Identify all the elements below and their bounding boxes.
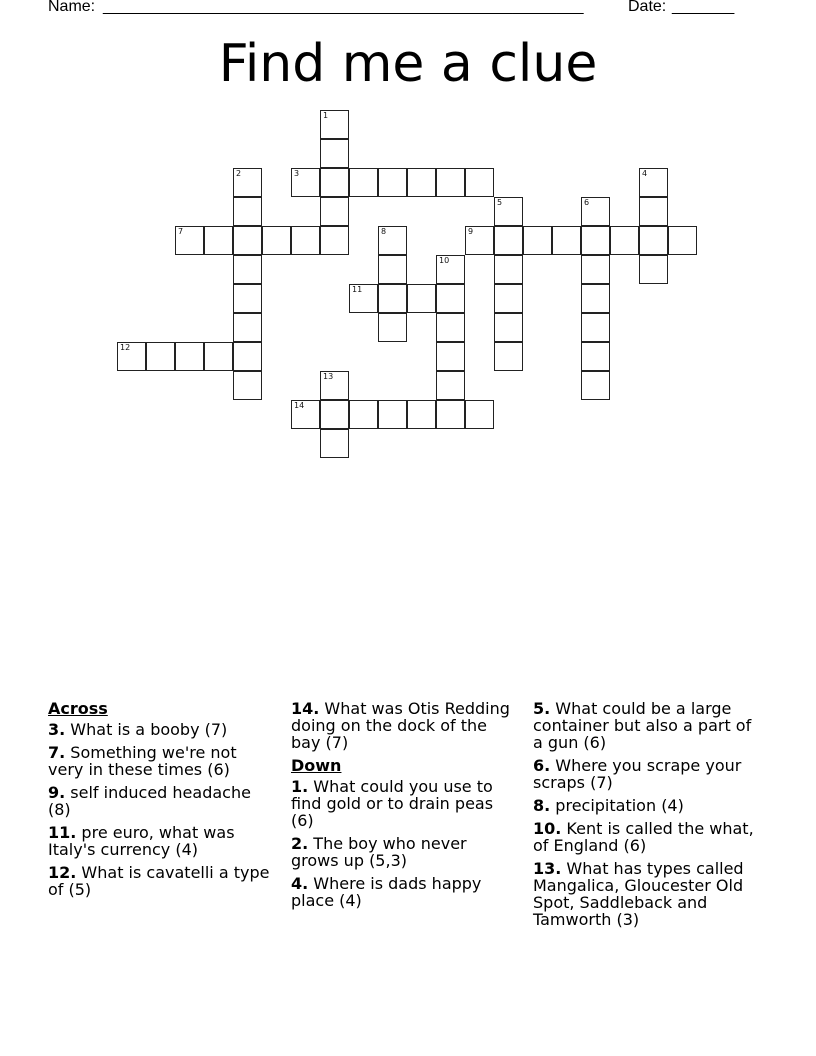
grid-cell[interactable]: [552, 226, 581, 255]
grid-cell[interactable]: [378, 284, 407, 313]
clue-number-label: 4: [642, 169, 648, 178]
clue-down-6: [533, 757, 758, 791]
clue-down-1: [291, 778, 516, 829]
grid-cell[interactable]: [494, 226, 523, 255]
grid-cell[interactable]: [233, 371, 262, 400]
clue-down-4: [291, 875, 516, 909]
clue-number-label: 1: [323, 111, 329, 120]
clue-number-label: 9: [468, 227, 474, 236]
grid-cell[interactable]: [639, 226, 668, 255]
clue-text: What is cavatelli a type of (5): [48, 863, 270, 899]
clue-number: 6.: [533, 756, 551, 775]
grid-cell[interactable]: [233, 313, 262, 342]
grid-cell[interactable]: [233, 342, 262, 371]
clue-text: Where you scrape your scraps (7): [533, 756, 742, 792]
grid-cell[interactable]: [436, 284, 465, 313]
clue-number-label: 2: [236, 169, 242, 178]
grid-cell[interactable]: [291, 400, 320, 429]
grid-cell[interactable]: [581, 255, 610, 284]
grid-cell[interactable]: [175, 342, 204, 371]
clue-number-label: 6: [584, 198, 590, 207]
clue-number: 7.: [48, 743, 66, 762]
grid-cell[interactable]: [378, 313, 407, 342]
clue-number: 8.: [533, 796, 551, 815]
clue-down-13: [533, 860, 758, 928]
grid-cell[interactable]: [581, 313, 610, 342]
clue-number: 5.: [533, 699, 551, 718]
grid-cell[interactable]: [146, 342, 175, 371]
grid-cell[interactable]: [581, 342, 610, 371]
clue-number-label: 12: [120, 343, 131, 352]
clue-text: pre euro, what was Italy's currency (4): [48, 823, 235, 859]
clue-text: What has types called Mangalica, Gloucester Old Spot, Saddleback and Tamworth (3): [533, 859, 744, 929]
clue-across-7: [48, 744, 273, 778]
grid-cell[interactable]: [320, 110, 349, 139]
clue-number: 1.: [291, 777, 309, 796]
grid-cell[interactable]: [378, 168, 407, 197]
grid-cell[interactable]: [581, 226, 610, 255]
clues-column-1: [48, 700, 273, 904]
date-field[interactable]: _______: [672, 0, 735, 15]
grid-cell[interactable]: [436, 255, 465, 284]
grid-cell[interactable]: [639, 197, 668, 226]
clue-text: What is a booby (7): [65, 720, 228, 739]
clue-number: 3.: [48, 720, 66, 739]
clue-down-5: [533, 700, 758, 751]
clue-number-label: 7: [178, 227, 184, 236]
grid-cell[interactable]: [378, 226, 407, 255]
across-heading: Across: [48, 699, 108, 718]
clue-text: What could you use to find gold or to drain peas (6): [291, 777, 494, 830]
grid-cell[interactable]: [320, 139, 349, 168]
clue-down-8: [533, 797, 758, 814]
clue-text: What was Otis Redding doing on the dock of the bay (7): [291, 699, 510, 752]
grid-cell[interactable]: [494, 255, 523, 284]
clue-down-10: [533, 820, 758, 854]
grid-cell[interactable]: [320, 429, 349, 458]
grid-cell[interactable]: [175, 226, 204, 255]
clue-number: 13.: [533, 859, 562, 878]
grid-cell[interactable]: [494, 313, 523, 342]
grid-cell[interactable]: [436, 400, 465, 429]
grid-cell[interactable]: [349, 284, 378, 313]
clue-number: 11.: [48, 823, 77, 842]
clue-text: What could be a large container but also a part of a gun (6): [533, 699, 752, 752]
grid-cell[interactable]: [494, 342, 523, 371]
clue-number-label: 11: [352, 285, 363, 294]
grid-cell[interactable]: [465, 168, 494, 197]
name-field[interactable]: ______________________________________________________: [103, 0, 584, 15]
clue-number: 10.: [533, 819, 562, 838]
clue-across-12: [48, 864, 273, 898]
grid-cell[interactable]: [407, 284, 436, 313]
grid-cell[interactable]: [378, 400, 407, 429]
grid-cell[interactable]: [581, 284, 610, 313]
grid-cell[interactable]: [581, 197, 610, 226]
clue-text: Kent is called the what, of England (6): [533, 819, 754, 855]
clue-number: 12.: [48, 863, 77, 882]
grid-cell[interactable]: [378, 255, 407, 284]
crossword-grid: [0, 0, 816, 480]
grid-cell[interactable]: [204, 342, 233, 371]
clues-column-2: [291, 700, 516, 915]
grid-cell[interactable]: [407, 168, 436, 197]
down-heading: Down: [291, 756, 342, 775]
grid-cell[interactable]: [233, 226, 262, 255]
grid-cell[interactable]: [233, 197, 262, 226]
clue-across-11: [48, 824, 273, 858]
grid-cell[interactable]: [407, 400, 436, 429]
clue-across-3: [48, 721, 273, 738]
clue-number: 4.: [291, 874, 309, 893]
clue-number-label: 13: [323, 372, 334, 381]
grid-cell[interactable]: [349, 168, 378, 197]
clue-text: Where is dads happy place (4): [291, 874, 482, 910]
grid-cell[interactable]: [436, 342, 465, 371]
clues-column-3: [533, 700, 758, 934]
clue-number: 9.: [48, 783, 66, 802]
grid-cell[interactable]: [668, 226, 697, 255]
grid-cell[interactable]: [436, 313, 465, 342]
grid-cell[interactable]: [320, 226, 349, 255]
date-label: Date:: [628, 0, 667, 15]
grid-cell[interactable]: [233, 168, 262, 197]
grid-cell[interactable]: [320, 168, 349, 197]
grid-cell[interactable]: [581, 371, 610, 400]
grid-cell[interactable]: [349, 400, 378, 429]
name-label: Name:: [48, 0, 96, 15]
clue-number: 2.: [291, 834, 309, 853]
clue-number-label: 3: [294, 169, 300, 178]
grid-cell[interactable]: [639, 168, 668, 197]
grid-cell[interactable]: [639, 255, 668, 284]
clue-text: Something we're not very in these times (6): [48, 743, 237, 779]
clue-text: The boy who never grows up (5,3): [291, 834, 467, 870]
grid-cell[interactable]: [436, 371, 465, 400]
grid-cell[interactable]: [233, 284, 262, 313]
grid-cell[interactable]: [494, 284, 523, 313]
clue-text: self induced headache (8): [48, 783, 251, 819]
clue-number-label: 10: [439, 256, 450, 265]
clue-across-9: [48, 784, 273, 818]
grid-cell[interactable]: [233, 255, 262, 284]
grid-cell[interactable]: [320, 371, 349, 400]
page-title: Find me a clue: [218, 34, 598, 94]
grid-cell[interactable]: [204, 226, 233, 255]
grid-cell[interactable]: [262, 226, 291, 255]
grid-cell[interactable]: [320, 400, 349, 429]
clue-number-label: 14: [294, 401, 305, 410]
grid-cell[interactable]: [117, 342, 146, 371]
grid-cell[interactable]: [291, 168, 320, 197]
grid-cell[interactable]: [494, 197, 523, 226]
grid-cell[interactable]: [465, 400, 494, 429]
clue-down-2: [291, 835, 516, 869]
grid-cell[interactable]: [291, 226, 320, 255]
clue-across-14: [291, 700, 516, 751]
clue-number-label: 5: [497, 198, 503, 207]
grid-cell[interactable]: [610, 226, 639, 255]
clue-number-label: 8: [381, 227, 387, 236]
grid-cell[interactable]: [436, 168, 465, 197]
grid-cell[interactable]: [523, 226, 552, 255]
grid-cell[interactable]: [320, 197, 349, 226]
clue-text: precipitation (4): [550, 796, 684, 815]
clue-number: 14.: [291, 699, 320, 718]
grid-cell[interactable]: [465, 226, 494, 255]
